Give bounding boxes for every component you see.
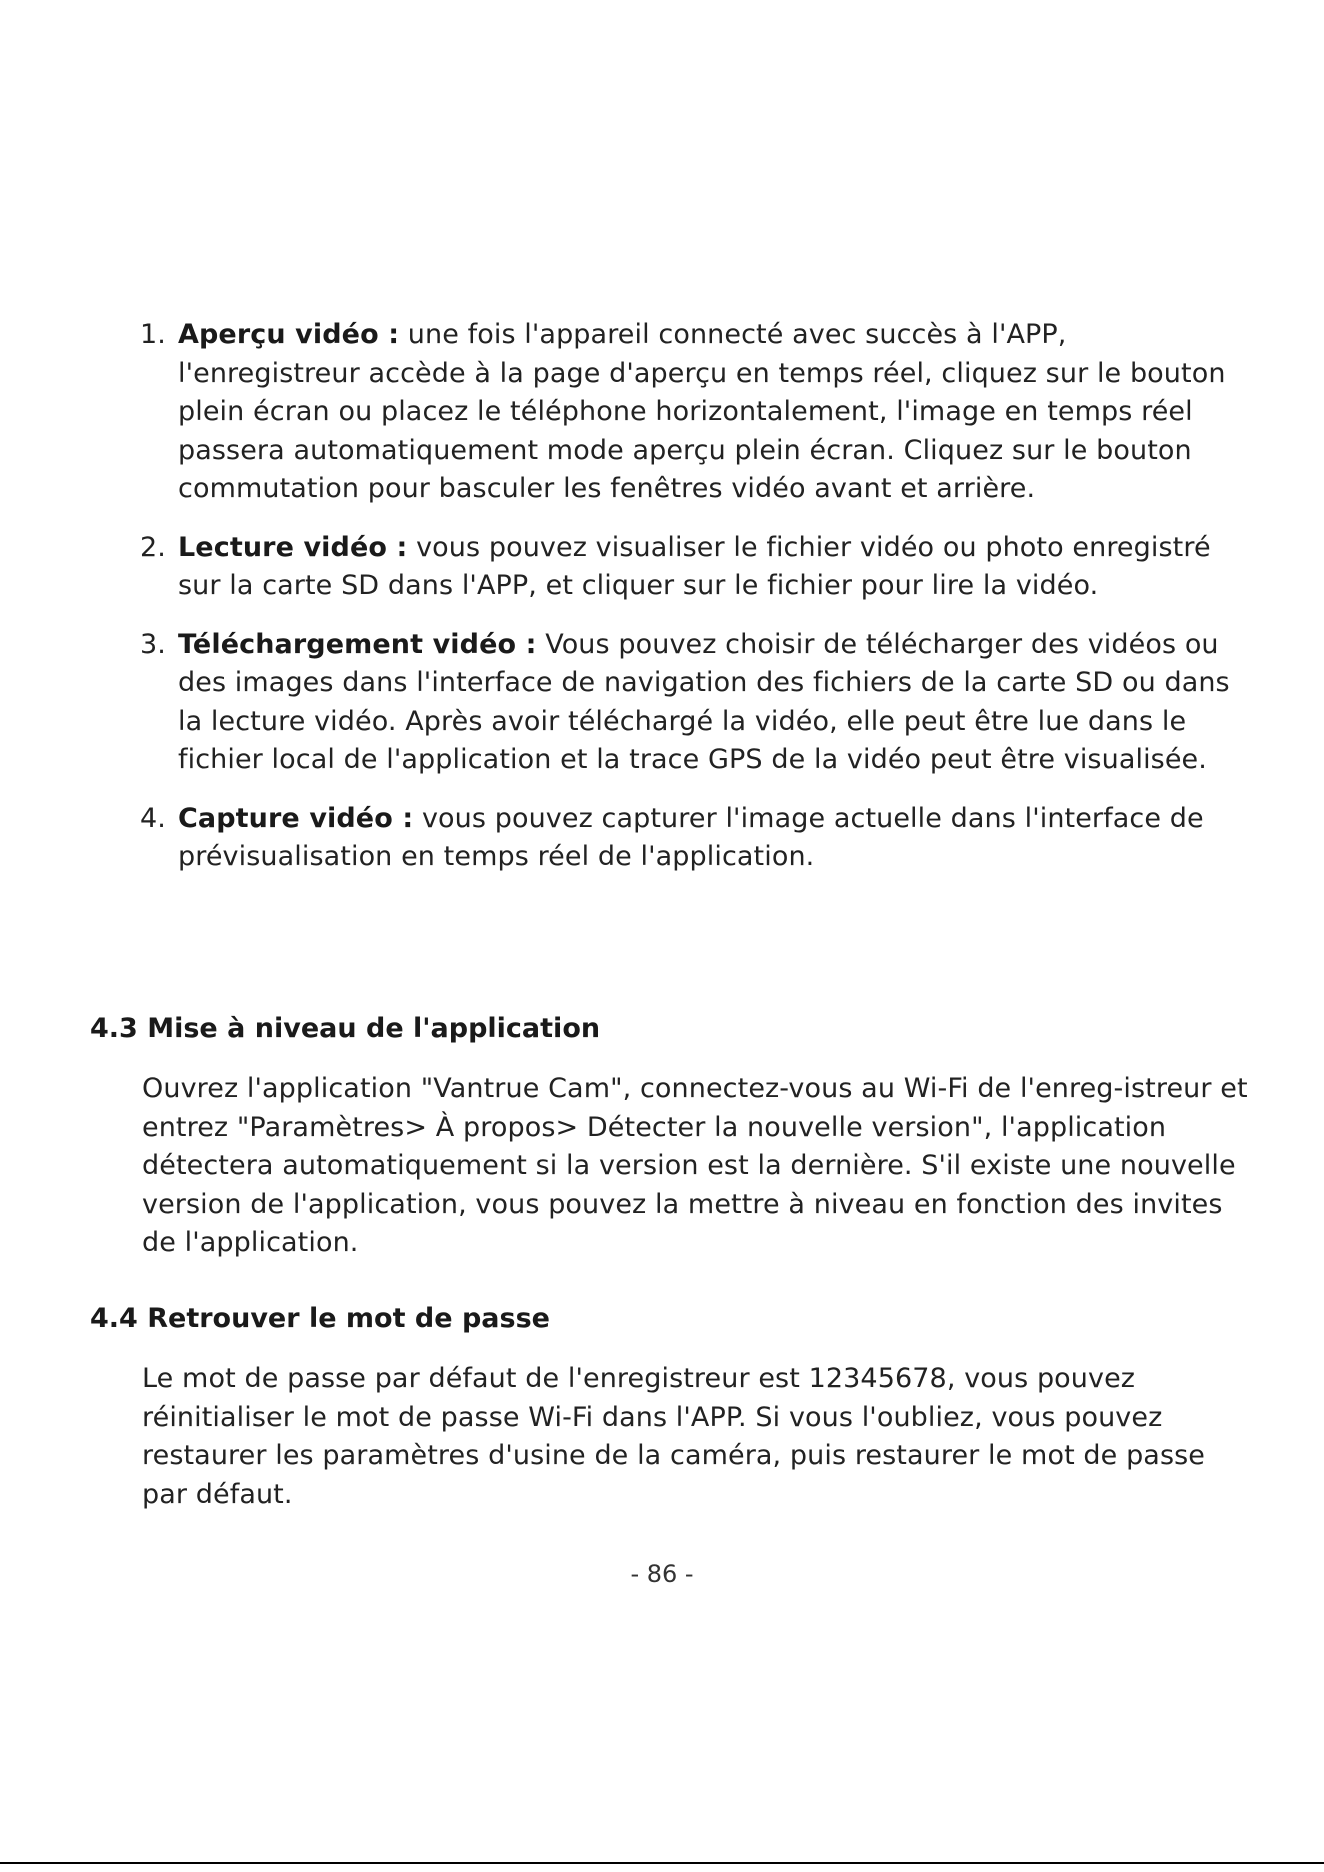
list-number: 4. (140, 802, 166, 834)
section-body: Le mot de passe par défaut de l'enregistreur est 12345678, vous pouvez réinitialiser le mot de passe Wi-Fi dans l'APP. Si vous l'oubliez, vous pouvez restaurer les paramètres d'usine de la caméra, puis restaurer le mot de passe par défaut. (142, 1363, 1205, 1510)
list-text: vous pouvez visualiser le fichier vidéo ou photo enregistré sur la carte SD dans l'APP, et cliquer sur le fichier pour lire la vidéo. (178, 531, 1211, 601)
section-password-recovery (90, 1300, 1250, 1514)
list-number: 1. (140, 319, 166, 350)
list-term: Téléchargement vidéo : (178, 628, 537, 660)
section-heading: 4.3 Mise à niveau de l'application (90, 1013, 601, 1044)
section-heading: 4.4 Retrouver le mot de passe (90, 1303, 550, 1334)
footer-divider (0, 1862, 1324, 1864)
list-item (140, 316, 1250, 509)
list-term: Capture vidéo : (178, 802, 414, 834)
list-text: vous pouvez capturer l'image actuelle dans l'interface de prévisualisation en temps réel de l'application. (178, 802, 1204, 872)
list-item (140, 529, 1250, 606)
list-text: une fois l'appareil connecté avec succès à l'APP, l'enregistreur accède à la page d'aperçu en temps réel, cliquez sur le bouton plein écran ou placez le téléphone horizontalement, l'image en temps réel passera automatiquement mode aperçu plein écran. Cliquez sur le bouton commutation pour basculer les fenêtres vidéo avant et arrière. (178, 319, 1226, 504)
section-app-update (90, 1010, 1250, 1263)
list-number: 3. (140, 628, 166, 660)
list-term: Lecture vidéo : (178, 531, 408, 563)
feature-list (140, 316, 1250, 897)
list-item (140, 626, 1250, 780)
section-body: Ouvrez l'application "Vantrue Cam", connectez-vous au Wi-Fi de l'enreg-istreur et entrez "Paramètres> À propos> Détecter la nouvelle version", l'application détectera automatiquement si la version est la dernière. S'il existe une nouvelle version de l'application, vous pouvez la mettre à niveau en fonction des invites de l'application. (142, 1073, 1248, 1258)
page-number: - 86 - (630, 1560, 694, 1588)
list-item (140, 800, 1250, 877)
list-text: Vous pouvez choisir de télécharger des vidéos ou des images dans l'interface de navigation des fichiers de la carte SD ou dans la lecture vidéo. Après avoir téléchargé la vidéo, elle peut être lue dans le fichier local de l'application et la trace GPS de la vidéo peut être visualisée. (178, 628, 1230, 775)
list-number: 2. (140, 531, 166, 563)
list-term: Aperçu vidéo : (178, 319, 400, 350)
